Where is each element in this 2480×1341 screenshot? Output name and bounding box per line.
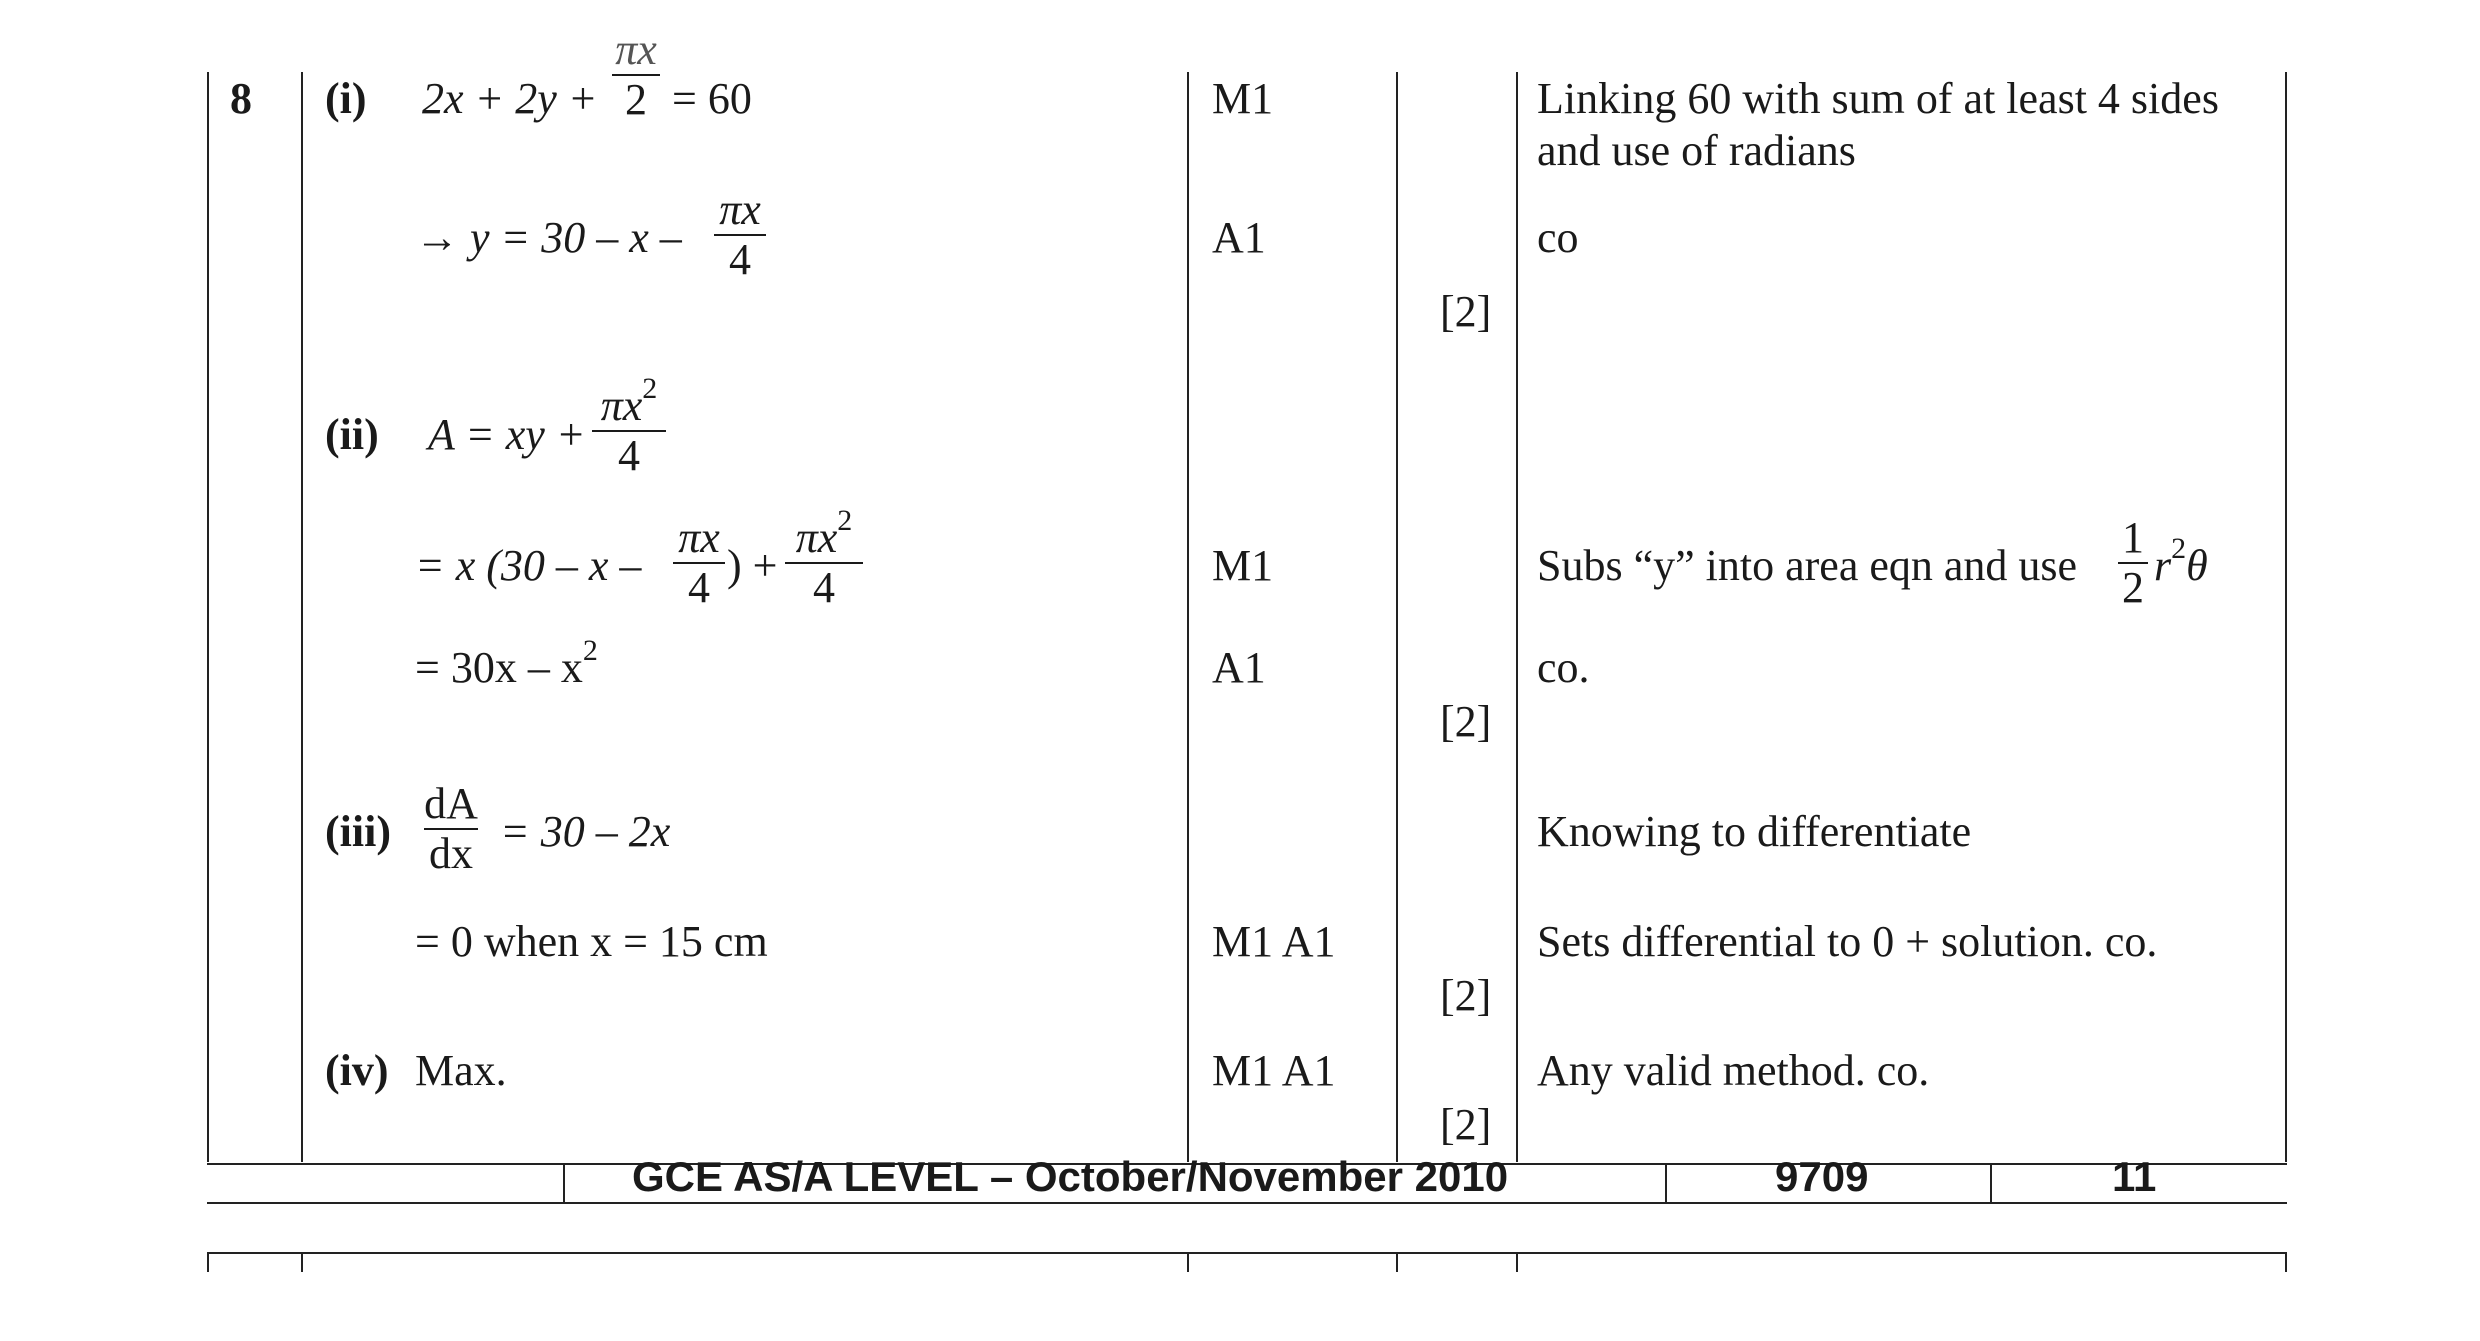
fraction-sub-pi-x-squared-over-4: $\pi x^2$ 4: [785, 514, 863, 612]
next-table-tick-6: [2285, 1252, 2287, 1272]
guidance-iv-1: Any valid method. co.: [1537, 1046, 1930, 1095]
fraction-dA-dx: dA dx: [424, 779, 478, 878]
next-table-tick-1: [207, 1252, 209, 1272]
answer-max: Max.: [415, 1046, 507, 1095]
equation-perimeter-left: 2x + 2y +: [422, 74, 598, 123]
footer-border-3: [1990, 1163, 1992, 1203]
table-border-left: [207, 72, 209, 1162]
table-border-marks: [1396, 72, 1398, 1162]
total-i: [2]: [1440, 287, 1492, 336]
next-table-tick-4: [1396, 1252, 1398, 1272]
part-label-iii: (iii): [325, 807, 391, 856]
mark-iii: M1 A1: [1212, 917, 1336, 966]
guidance-ii-r-squared-theta: $r^2\theta$: [2154, 532, 2208, 590]
part-label-ii: (ii): [325, 410, 379, 459]
table-border-total: [1516, 72, 1518, 1162]
guidance-i-1a: Linking 60 with sum of at least 4 sides: [1537, 74, 2219, 123]
next-table-top-border: [207, 1252, 2287, 1254]
total-iv: [2]: [1440, 1100, 1492, 1149]
fraction-pi-x-over-4: πx 4: [714, 186, 766, 284]
footer-bottom-border: [207, 1202, 2287, 1204]
next-table-tick-2: [301, 1252, 303, 1272]
equation-area-mid: ) +: [727, 541, 778, 590]
equation-area-substituted: = x (30 – x –: [415, 541, 642, 590]
footer-border-2: [1665, 1163, 1667, 1203]
footer-border-1: [563, 1163, 565, 1203]
table-border-qnum: [301, 72, 303, 1162]
mark-i-2: A1: [1212, 213, 1266, 262]
equation-y-expression: → y = 30 – x –: [415, 213, 682, 262]
footer-title: GCE AS/A LEVEL – October/November 2010: [632, 1153, 1509, 1200]
guidance-ii-1: Subs “y” into area eqn and use: [1537, 541, 2078, 590]
fraction-pi-x-over-2: πx 2: [612, 26, 660, 124]
mark-ii-2: A1: [1212, 643, 1266, 692]
fraction-sub-pi-x-over-4: πx 4: [673, 514, 725, 612]
equation-area-result: = $30x - x^2$: [415, 634, 598, 692]
equation-derivative: = 30 – 2x: [500, 807, 671, 856]
equation-area-left: A = xy +: [428, 410, 586, 459]
guidance-i-1b: and use of radians: [1537, 126, 1856, 175]
guidance-i-2: co: [1537, 213, 1579, 262]
fraction-one-half: 1 2: [2118, 514, 2148, 612]
part-label-iv: (iv): [325, 1046, 389, 1095]
total-iii: [2]: [1440, 971, 1492, 1020]
total-ii: [2]: [1440, 697, 1492, 746]
table-border-answer: [1187, 72, 1189, 1162]
part-label-i: (i): [325, 74, 367, 123]
guidance-iii-1: Knowing to differentiate: [1537, 807, 1972, 856]
footer-syllabus: 9709: [1775, 1153, 1869, 1200]
equation-stationary-point: = 0 when x = 15 cm: [415, 917, 768, 966]
fraction-pi-x-squared-over-4: $\pi x^2$ 4: [592, 382, 666, 480]
next-table-tick-5: [1516, 1252, 1518, 1272]
question-number: 8: [230, 74, 252, 123]
equation-perimeter-right: = 60: [672, 74, 752, 123]
next-table-tick-3: [1187, 1252, 1189, 1272]
mark-iv: M1 A1: [1212, 1046, 1336, 1095]
guidance-iii-2: Sets differential to 0 + solution. co.: [1537, 917, 2158, 966]
guidance-ii-2: co.: [1537, 643, 1590, 692]
mark-i-1: M1: [1212, 74, 1274, 123]
mark-ii-1: M1: [1212, 541, 1274, 590]
footer-paper: 11: [2112, 1153, 2157, 1200]
table-border-right: [2285, 72, 2287, 1162]
